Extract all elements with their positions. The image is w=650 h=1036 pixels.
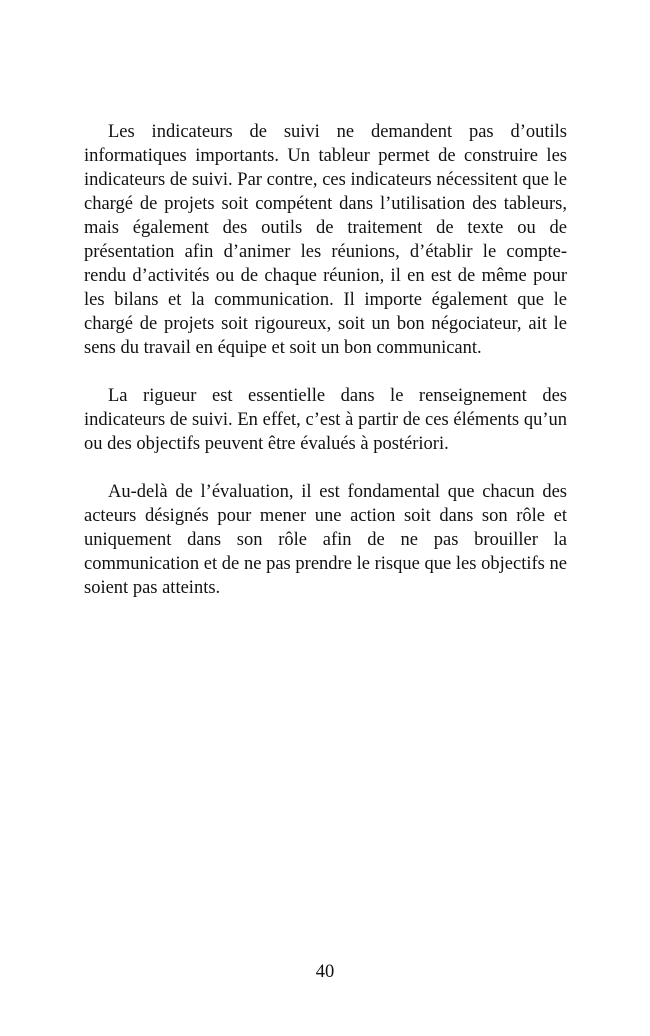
body-text — [84, 120, 567, 624]
paragraph-evaluation: Au-delà de l’évaluation, il est fondamental que chacun des acteurs désignés pour mener une action soit dans son rôle et uniquement dans son rôle afin de ne pas brouiller la communication et de ne pas prendre le risque que les objectifs ne soient pas atteints. — [84, 482, 567, 598]
paragraph-rigueur: La rigueur est essentielle dans le renseignement des indicateurs de suivi. En effet, c’est à partir de ces éléments qu’un ou des objectifs peuvent être évalués à postériori. — [84, 386, 567, 454]
paragraph-indicateurs-de-suivi: Les indicateurs de suivi ne demandent pas d’outils informatiques importants. Un tableur permet de construire les indicateurs de suivi. Par contre, ces indicateurs nécessitent que le chargé de projets soit compétent dans l’utilisation des tableurs, mais également des outils de traitement de texte ou de présentation afin d’animer les réunions, d’établir le compte-rendu d’activités ou de chaque réunion, il en est de même pour les bilans et la communication. Il importe également que le chargé de projets soit rigoureux, soit un bon négociateur, ait le sens du travail en équipe et soit un bon communicant. — [84, 122, 567, 358]
page-number: 40 — [315, 962, 335, 982]
